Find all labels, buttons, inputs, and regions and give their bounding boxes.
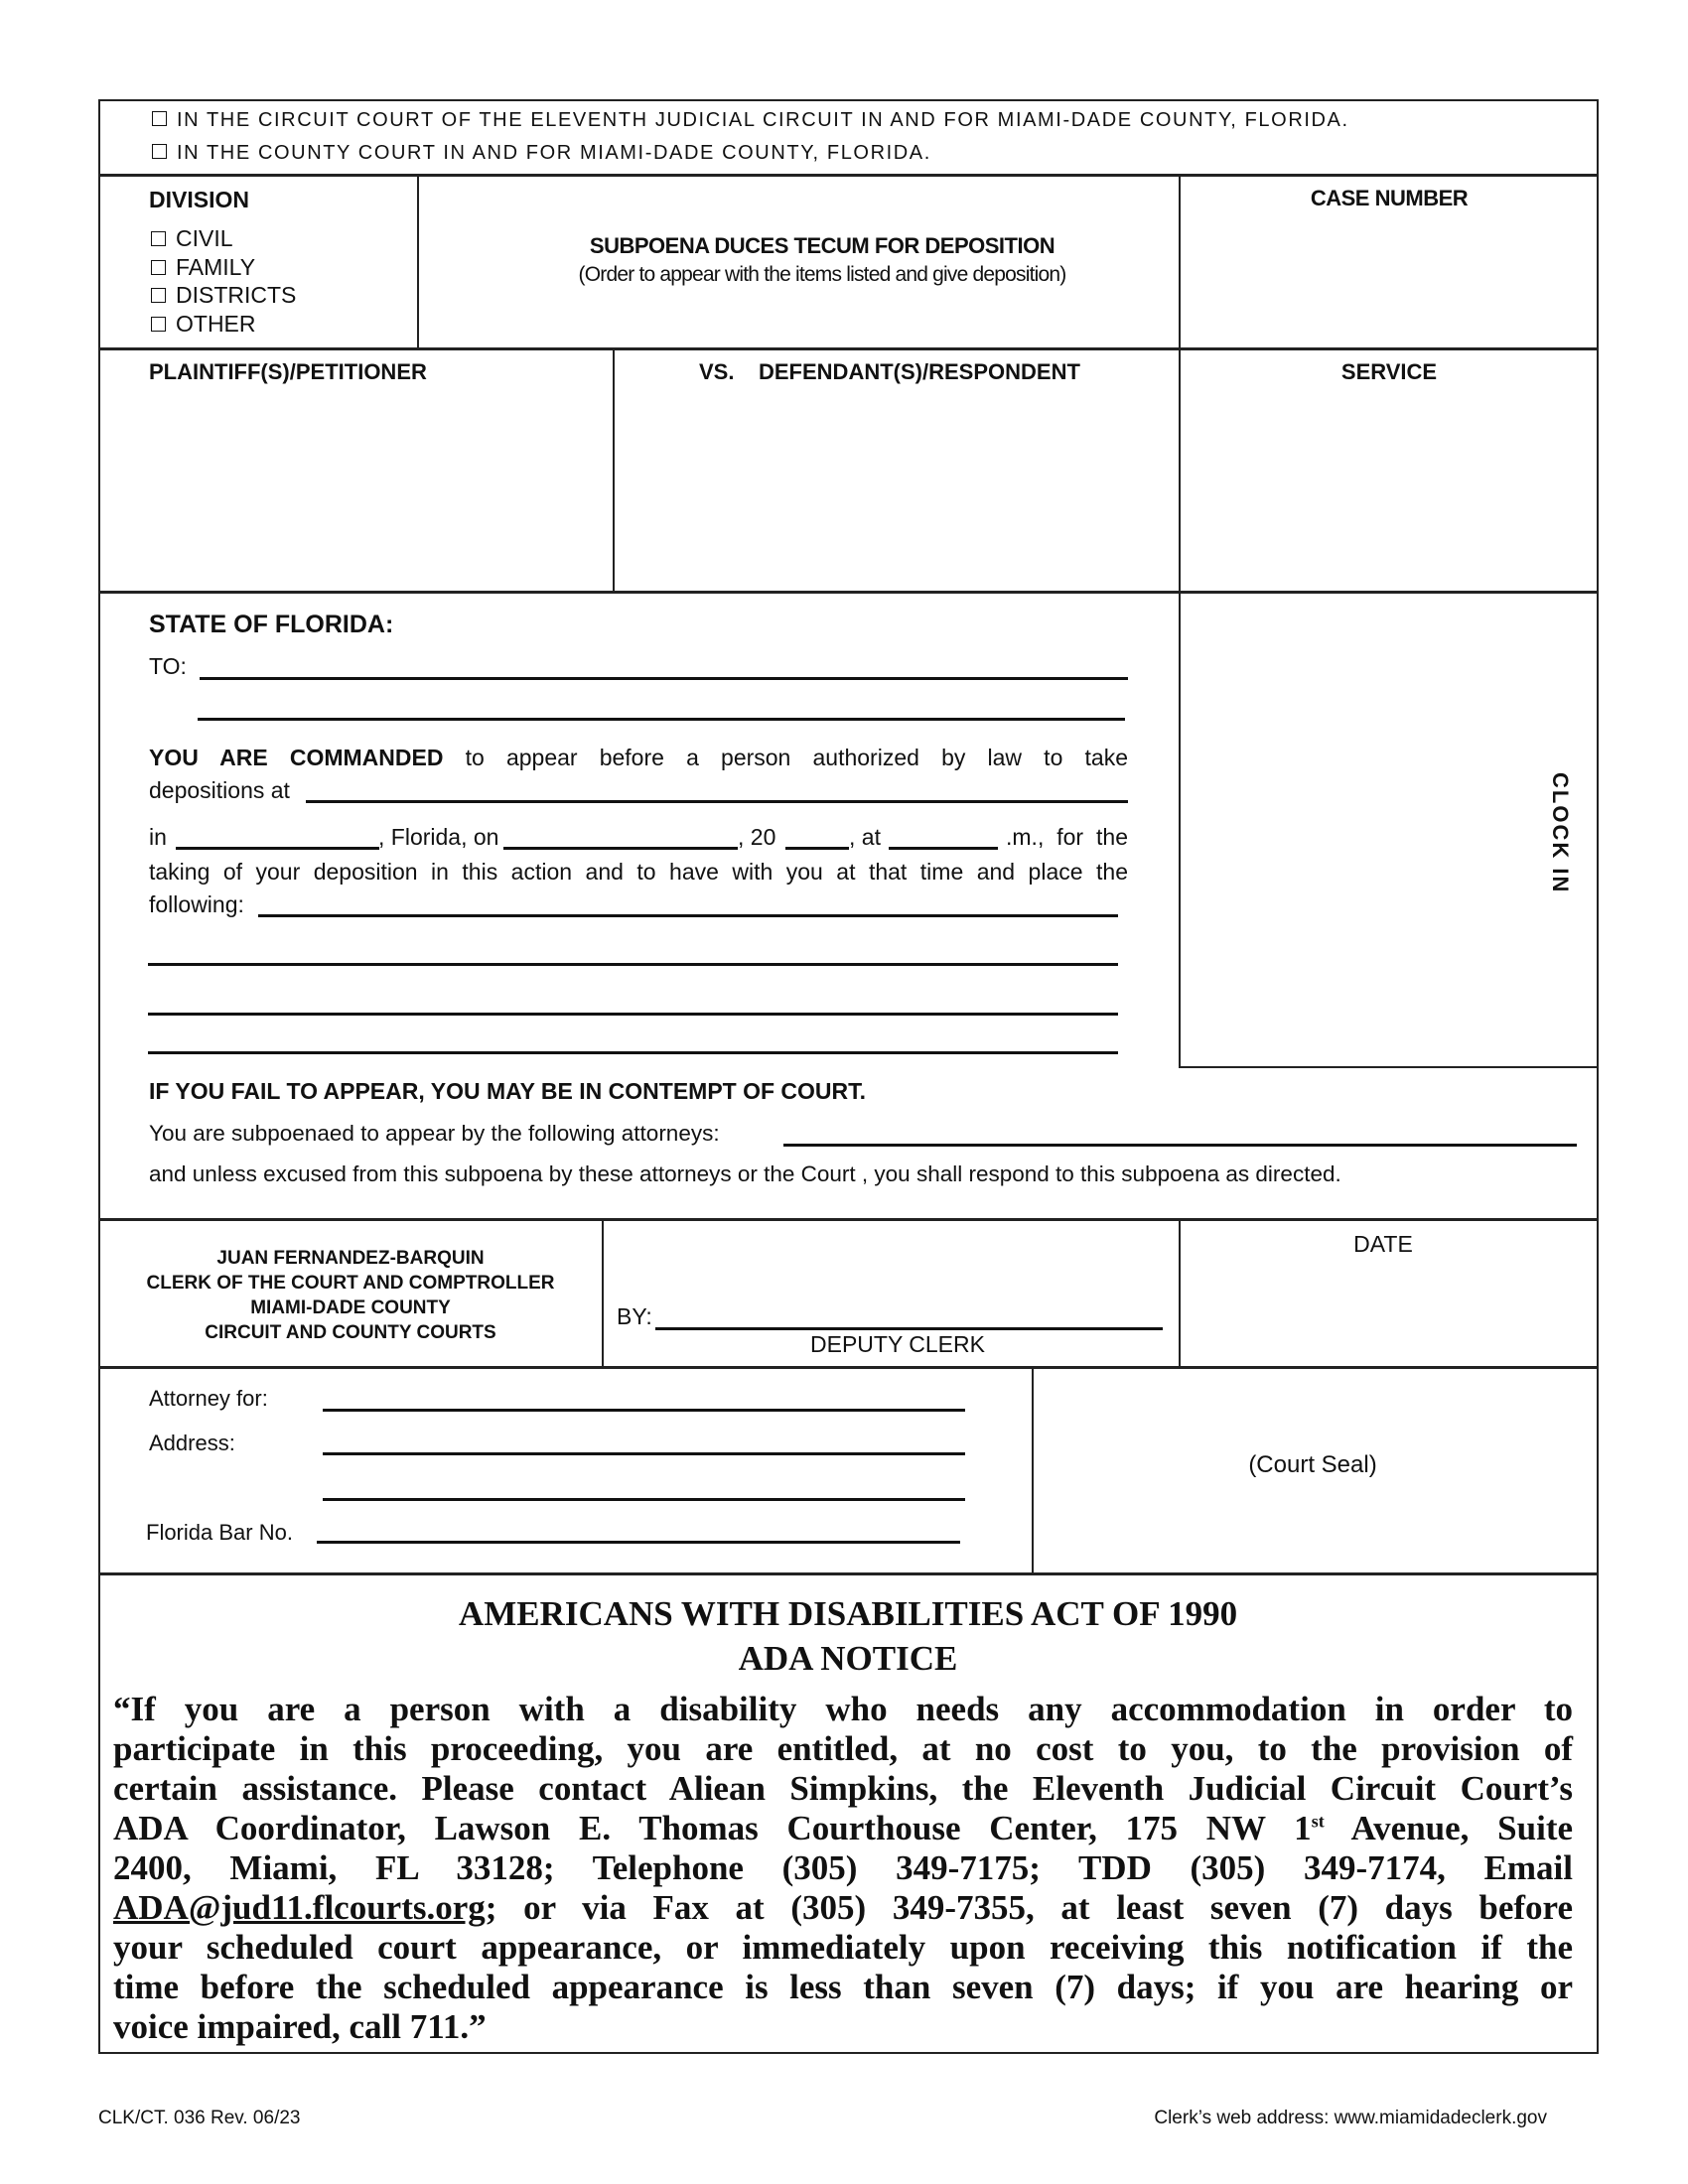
division-option-label: DISTRICTS [176,282,297,308]
florida-bar-label: Florida Bar No. [146,1520,293,1545]
ada-superscript: st [1311,1811,1325,1832]
at-label: , at [849,824,881,850]
florida-on-label: , Florida, on [378,824,499,850]
court-seal-label: (Court Seal) [1248,1451,1377,1478]
ada-text-line: “If you are a person with a disability who needs any accommodation in order to [113,1690,1573,1728]
to-label: TO: [149,653,187,679]
attorney-for-field[interactable] [323,1409,965,1412]
to-field-line2[interactable] [198,718,1125,721]
ada-text-line [113,1890,1573,1925]
items-field-4[interactable] [148,1051,1118,1054]
year-label: , 20 [738,824,776,850]
divider [1179,175,1181,1068]
division-districts-checkbox[interactable] [151,284,296,307]
deputy-signature-field[interactable] [655,1327,1163,1330]
clerk-courts: CIRCUIT AND COUNTY COURTS [205,1322,496,1343]
division-option-label: OTHER [176,311,256,337]
ada-text: Avenue, Suite [1324,1809,1574,1847]
ada-title: AMERICANS WITH DISABILITIES ACT OF 1990 [458,1594,1238,1633]
division-family-checkbox[interactable] [151,256,255,279]
form-subtitle: (Order to appear with the items listed and give deposition) [578,263,1066,286]
address-field-1[interactable] [323,1452,965,1455]
unless-text: and unless excused from this subpoena by these attorneys or the Court , you shall respond to this subpoena as directed. [149,1161,1341,1186]
contempt-warning: IF YOU FAIL TO APPEAR, YOU MAY BE IN CONTEMPT OF COURT. [149,1078,867,1104]
division-option-label: FAMILY [176,254,256,280]
clerk-name: JUAN FERNANDEZ-BARQUIN [216,1248,485,1269]
ada-text: ADA Coordinator, Lawson E. Thomas Courthouse Center, 175 NW 1 [113,1809,1312,1847]
taking-text: taking of your deposition in this action and to have with you at that time and place the [149,859,1128,885]
checkbox-icon [151,231,166,246]
division-label: DIVISION [149,187,249,212]
divider [98,1366,1598,1369]
items-field-2[interactable] [148,963,1118,966]
checkbox-icon [151,317,166,332]
defendant-label: DEFENDANT(S)/RESPONDENT [759,359,1080,384]
depositions-at-label: depositions at [149,777,290,803]
divider [98,174,1598,177]
time-field[interactable] [889,847,998,850]
year-field[interactable] [785,847,849,850]
ada-text: ; or via Fax at (305) 349-7355, at least seven (7) days before [485,1888,1573,1927]
date-label: DATE [1353,1231,1413,1257]
form-title: SUBPOENA DUCES TECUM FOR DEPOSITION [589,233,1055,258]
ada-text-line: participate in this proceeding, you are entitled, at no cost to you, to the provision of [113,1729,1573,1768]
address-field-2[interactable] [323,1498,965,1501]
division-civil-checkbox[interactable] [151,227,233,250]
vs-label: VS. [699,359,735,384]
circuit-court-label: IN THE CIRCUIT COURT OF THE ELEVENTH JUDICIAL CIRCUIT IN AND FOR MIAMI-DADE COUNTY, FLORIDA. [177,109,1349,131]
in-label: in [149,824,167,850]
ada-text-line: time before the scheduled appearance is less than seven (7) days; if you are hearing or [113,1968,1573,2006]
plaintiff-label: PLAINTIFF(S)/PETITIONER [149,359,427,384]
address-label: Address: [149,1431,235,1455]
m-for-the-label: .m., for the [1006,824,1128,850]
items-field-1[interactable] [258,914,1118,917]
commanded-line [149,745,1128,771]
divider [98,347,1598,350]
clerk-web-address: Clerk’s web address: www.miamidadeclerk.gov [1154,2108,1547,2128]
state-of-florida: STATE OF FLORIDA: [149,611,394,638]
checkbox-icon [152,111,167,126]
divider [1179,1219,1181,1368]
ada-subtitle: ADA NOTICE [738,1639,958,1678]
ada-text-line: your scheduled court appearance, or immediately upon receiving this notification if the [113,1928,1573,1967]
ada-text-line [113,1811,1573,1845]
ada-text-line: certain assistance. Please contact Aliean Simpkins, the Eleventh Judicial Circuit Court’s [113,1769,1573,1808]
divider [1032,1368,1034,1574]
ada-text-line: 2400, Miami, FL 33128; Telephone (305) 349-7175; TDD (305) 349-7174, Email [113,1848,1573,1887]
city-field[interactable] [176,847,379,850]
ada-email-link[interactable]: ADA@jud11.flcourts.org [113,1888,486,1927]
date-field[interactable] [503,847,738,850]
following-label: following: [149,891,244,917]
county-court-label: IN THE COUNTY COURT IN AND FOR MIAMI-DADE COUNTY, FLORIDA. [177,142,931,164]
clock-in-label: CLOCK IN [1548,772,1573,894]
divider [98,1572,1598,1575]
divider [98,1218,1598,1221]
checkbox-icon [151,288,166,303]
divider [602,1219,604,1368]
checkbox-icon [152,144,167,159]
county-court-checkbox[interactable] [152,143,931,163]
clerk-county: MIAMI-DADE COUNTY [250,1297,451,1318]
attorneys-label: You are subpoenaed to appear by the following attorneys: [149,1121,720,1146]
form-id: CLK/CT. 036 Rev. 06/23 [98,2108,301,2128]
items-field-3[interactable] [148,1013,1118,1016]
deposition-location-field[interactable] [306,800,1128,803]
ada-text-line: voice impaired, call 711.” [113,2007,487,2046]
divider [98,591,1598,594]
service-label: SERVICE [1340,359,1438,384]
attorney-for-label: Attorney for: [149,1386,268,1411]
divider [613,348,615,592]
to-field[interactable] [200,677,1128,680]
division-other-checkbox[interactable] [151,313,256,336]
checkbox-icon [151,260,166,275]
clerk-title: CLERK OF THE COURT AND COMPTROLLER [146,1273,555,1294]
attorneys-field[interactable] [783,1144,1577,1147]
by-label: BY: [617,1303,652,1329]
deputy-clerk-label: DEPUTY CLERK [810,1331,985,1357]
florida-bar-field[interactable] [317,1541,960,1544]
case-number-label: CASE NUMBER [1310,186,1469,210]
divider [1180,1066,1598,1068]
commanded-text: to appear before a person authorized by law to take [465,745,1128,770]
circuit-court-checkbox[interactable] [152,110,1349,130]
divider [417,175,419,348]
commanded-bold: YOU ARE COMMANDED [149,745,444,770]
division-option-label: CIVIL [176,225,233,251]
